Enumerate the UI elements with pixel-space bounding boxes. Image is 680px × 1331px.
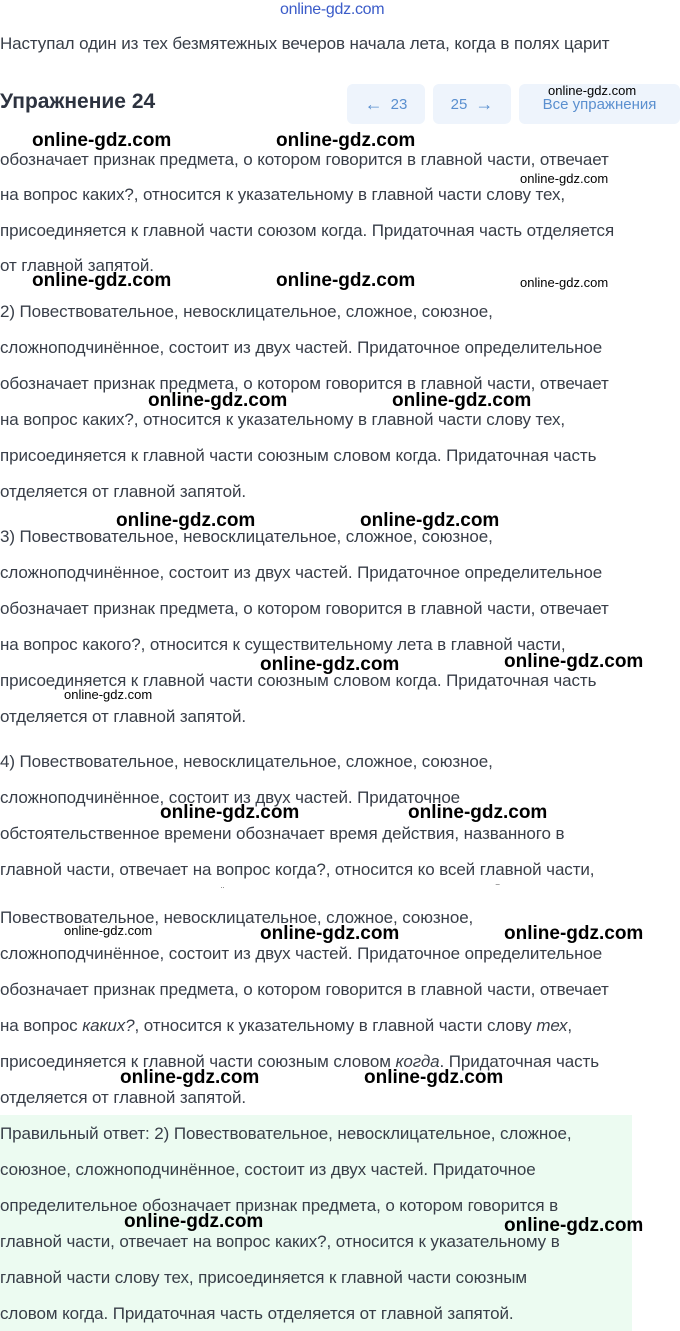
option-1-line: от главной запятой. — [0, 256, 154, 275]
explanation-line — [0, 1052, 599, 1072]
task-text: Наступал один из тех безмятежных вечеров начала лета, когда в полях царит — [0, 34, 610, 53]
watermark: online-gdz.com — [408, 802, 548, 823]
explanation-text: , относится к указательному в главной части слову — [134, 1016, 537, 1035]
option-3-line: обозначает признак предмета, о котором говорится в главной части, отвечает — [0, 599, 609, 618]
site-logo[interactable]: online-gdz.com — [280, 1, 385, 18]
arrow-left-icon: ← — [364, 94, 383, 114]
explanation-text: , — [567, 1016, 573, 1035]
watermark: online-gdz.com — [260, 654, 400, 675]
watermark: online-gdz.com — [64, 923, 153, 938]
watermark: online-gdz.com — [392, 390, 532, 411]
watermark: online-gdz.com — [364, 1067, 504, 1088]
option-1-line: присоединяется к главной части союзом когда. Придаточная часть отделяется — [0, 221, 615, 240]
watermark: online-gdz.com — [504, 923, 644, 944]
watermark: online-gdz.com — [360, 510, 500, 531]
option-3-line: присоединяется к главной части союзным словом когда. Придаточная часть — [0, 671, 597, 690]
watermark: online-gdz.com — [64, 687, 153, 702]
next-exercise-button[interactable] — [433, 84, 511, 124]
next-exercise-label: 25 — [450, 95, 468, 113]
option-2-line: обозначает признак предмета, о котором говорится в главной части, отвечает — [0, 374, 609, 393]
all-exercises-label: Все упражнения — [542, 95, 657, 113]
answer-line: определительное обозначает признак предмета, о котором говорится в — [0, 1196, 559, 1215]
option-1-line: на вопрос каких?, относится к указательному в главной части слову тех, — [0, 185, 566, 204]
arrow-right-icon: → — [475, 94, 494, 114]
option-1-line: обозначает признак предмета, о котором говорится в главной части, отвечает — [0, 150, 609, 169]
option-3-line: на вопрос какого?, относится к существительному лета в главной части, — [0, 635, 566, 654]
watermark: online-gdz.com — [148, 390, 288, 411]
option-2-line: присоединяется к главной части союзным словом когда. Придаточная часть — [0, 446, 597, 465]
answer-line: словом когда. Придаточная часть отделяется от главной запятой. — [0, 1304, 514, 1323]
emphasis-word: когда — [395, 1052, 440, 1071]
watermark: online-gdz.com — [548, 83, 637, 98]
option-4-line: сложноподчинённое, состоит из двух частей. Придаточное — [0, 788, 461, 807]
answer-line: главной части слову тех, присоединяется к главной части союзным — [0, 1268, 527, 1287]
option-4-line: главной части, отвечает на вопрос когда?, относится ко всей главной части, — [0, 860, 595, 879]
option-2-line: сложноподчинённое, состоит из двух частей. Придаточное определительное — [0, 338, 603, 357]
answer-line: союзное, сложноподчинённое, состоит из двух частей. Придаточное — [0, 1160, 536, 1179]
scan-artifact: ‾ — [496, 884, 500, 895]
answer-line: Правильный ответ: 2) Повествовательное, невосклицательное, сложное, — [0, 1124, 572, 1143]
watermark: online-gdz.com — [504, 651, 644, 672]
watermark: online-gdz.com — [504, 1215, 644, 1236]
scan-artifact: ¨ — [221, 886, 225, 897]
explanation-line: отделяется от главной запятой. — [0, 1088, 246, 1107]
explanation-text: присоединяется к главной части союзным словом — [0, 1052, 396, 1071]
option-4-line: 4) Повествовательное, невосклицательное, сложное, союзное, — [0, 752, 493, 771]
watermark: online-gdz.com — [124, 1211, 264, 1232]
watermark: online-gdz.com — [276, 270, 416, 291]
watermark: online-gdz.com — [116, 510, 256, 531]
watermark: online-gdz.com — [276, 130, 416, 151]
option-3-line: 3) Повествовательное, невосклицательное, сложное, союзное, — [0, 527, 493, 546]
watermark: online-gdz.com — [520, 275, 609, 290]
explanation-line: Повествовательное, невосклицательное, сложное, союзное, — [0, 908, 474, 927]
explanation-line: сложноподчинённое, состоит из двух частей. Придаточное определительное — [0, 944, 603, 963]
emphasis-word: каких? — [82, 1016, 135, 1035]
option-2-line: на вопрос каких?, относится к указательному в главной части слову тех, — [0, 410, 566, 429]
watermark: online-gdz.com — [260, 923, 400, 944]
option-3-line: сложноподчинённое, состоит из двух частей. Придаточное определительное — [0, 563, 603, 582]
option-2-line: отделяется от главной запятой. — [0, 482, 246, 501]
prev-exercise-label: 23 — [390, 95, 408, 113]
prev-exercise-button[interactable] — [347, 84, 425, 124]
explanation-text: на вопрос — [0, 1016, 83, 1035]
explanation-line — [0, 1016, 572, 1036]
explanation-line: обозначает признак предмета, о котором говорится в главной части, отвечает — [0, 980, 609, 999]
emphasis-word: тех — [536, 1016, 568, 1035]
watermark: online-gdz.com — [32, 130, 172, 151]
option-2-line: 2) Повествовательное, невосклицательное, сложное, союзное, — [0, 302, 493, 321]
watermark: online-gdz.com — [120, 1067, 260, 1088]
watermark: online-gdz.com — [32, 270, 172, 291]
answer-line: главной части, отвечает на вопрос каких?, относится к указательному в — [0, 1232, 560, 1251]
option-4-line: обстоятельственное времени обозначает время действия, названного в — [0, 824, 565, 843]
exercise-title: Упражнение 24 — [0, 90, 156, 113]
explanation-text: . Придаточная часть — [439, 1052, 599, 1071]
option-3-line: отделяется от главной запятой. — [0, 707, 246, 726]
watermark: online-gdz.com — [520, 171, 609, 186]
watermark: online-gdz.com — [160, 802, 300, 823]
